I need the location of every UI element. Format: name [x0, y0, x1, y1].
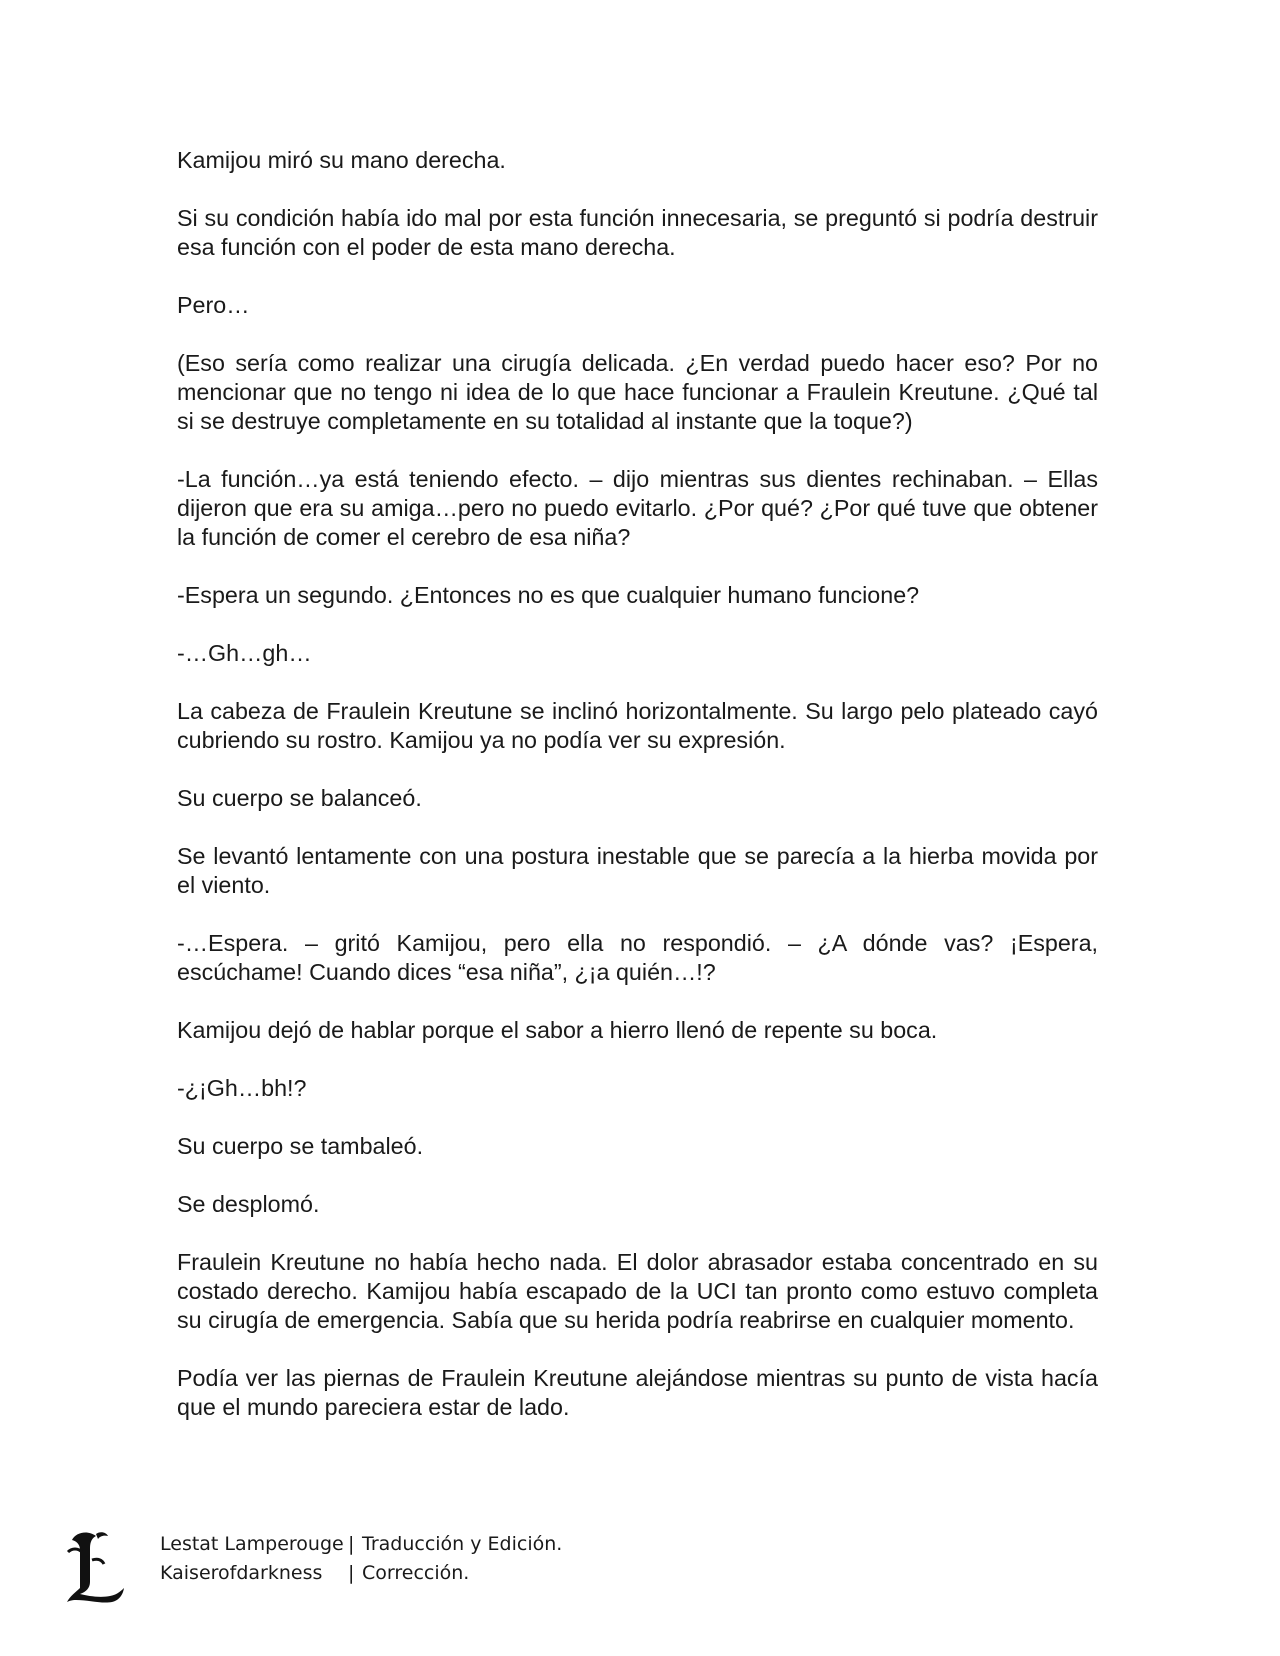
credit-role: Corrección.	[362, 1562, 470, 1584]
body-text	[177, 146, 1098, 1451]
footer-credits	[160, 1530, 562, 1588]
credit-name: Lestat Lamperouge	[160, 1533, 344, 1555]
credit-separator: |	[348, 1533, 355, 1555]
paragraph-6: -Espera un segundo. ¿Entonces no es que cualquier humano funcione?	[177, 582, 920, 608]
credit-line-correction	[160, 1559, 562, 1588]
paragraph-15: Se desplomó.	[177, 1191, 320, 1217]
paragraph-16: Fraulein Kreutune no había hecho nada. El dolor abrasador estaba concentrado en su costado derecho. Kamijou había escapado de la UCI tan pronto como estuvo completa su cirugía de emergencia. Sabía que su herida podría reabrirse en cualquier momento.	[177, 1249, 1098, 1333]
paragraph-1: Kamijou miró su mano derecha.	[177, 147, 506, 173]
paragraph-7: -…Gh…gh…	[177, 640, 312, 666]
credit-separator: |	[348, 1562, 355, 1584]
paragraph-17: Podía ver las piernas de Fraulein Kreutune alejándose mientras su punto de vista hacía que el mundo pareciera estar de lado.	[177, 1365, 1098, 1420]
paragraph-14: Su cuerpo se tambaleó.	[177, 1133, 424, 1159]
paragraph-12: Kamijou dejó de hablar porque el sabor a hierro llenó de repente su boca.	[177, 1017, 938, 1043]
paragraph-4: (Eso sería como realizar una cirugía delicada. ¿En verdad puedo hacer eso? Por no mencionar que no tengo ni idea de lo que hace funcionar a Fraulein Kreutune. ¿Qué tal si se destruye completamente en su totalidad al instante que la toque?)	[177, 350, 1098, 434]
paragraph-8: La cabeza de Fraulein Kreutune se inclinó horizontalmente. Su largo pelo plateado cayó cubriendo su rostro. Kamijou ya no podía ver su expresión.	[177, 698, 1098, 753]
paragraph-10: Se levantó lentamente con una postura inestable que se parecía a la hierba movida por el viento.	[177, 843, 1098, 898]
credit-name: Kaiserofdarkness	[160, 1562, 323, 1584]
page-footer	[66, 1530, 766, 1610]
paragraph-11: -…Espera. – gritó Kamijou, pero ella no respondió. – ¿A dónde vas? ¡Espera, escúchame! Cuando dices “esa niña”, ¿¡a quién…!?	[177, 930, 1098, 985]
paragraph-13: -¿¡Gh…bh!?	[177, 1075, 307, 1101]
gothic-l-logo-icon	[66, 1530, 128, 1604]
paragraph-9: Su cuerpo se balanceó.	[177, 785, 422, 811]
paragraph-5: -La función…ya está teniendo efecto. – dijo mientras sus dientes rechinaban. – Ellas dijeron que era su amiga…pero no puedo evitarlo. ¿Por qué? ¿Por qué tuve que obtener la función de comer el cerebro de esa niña?	[177, 466, 1098, 550]
paragraph-2: Si su condición había ido mal por esta función innecesaria, se preguntó si podría destruir esa función con el poder de esta mano derecha.	[177, 205, 1098, 260]
paragraph-3: Pero…	[177, 292, 250, 318]
credit-role: Traducción y Edición.	[362, 1533, 563, 1555]
credit-line-translation	[160, 1530, 562, 1559]
